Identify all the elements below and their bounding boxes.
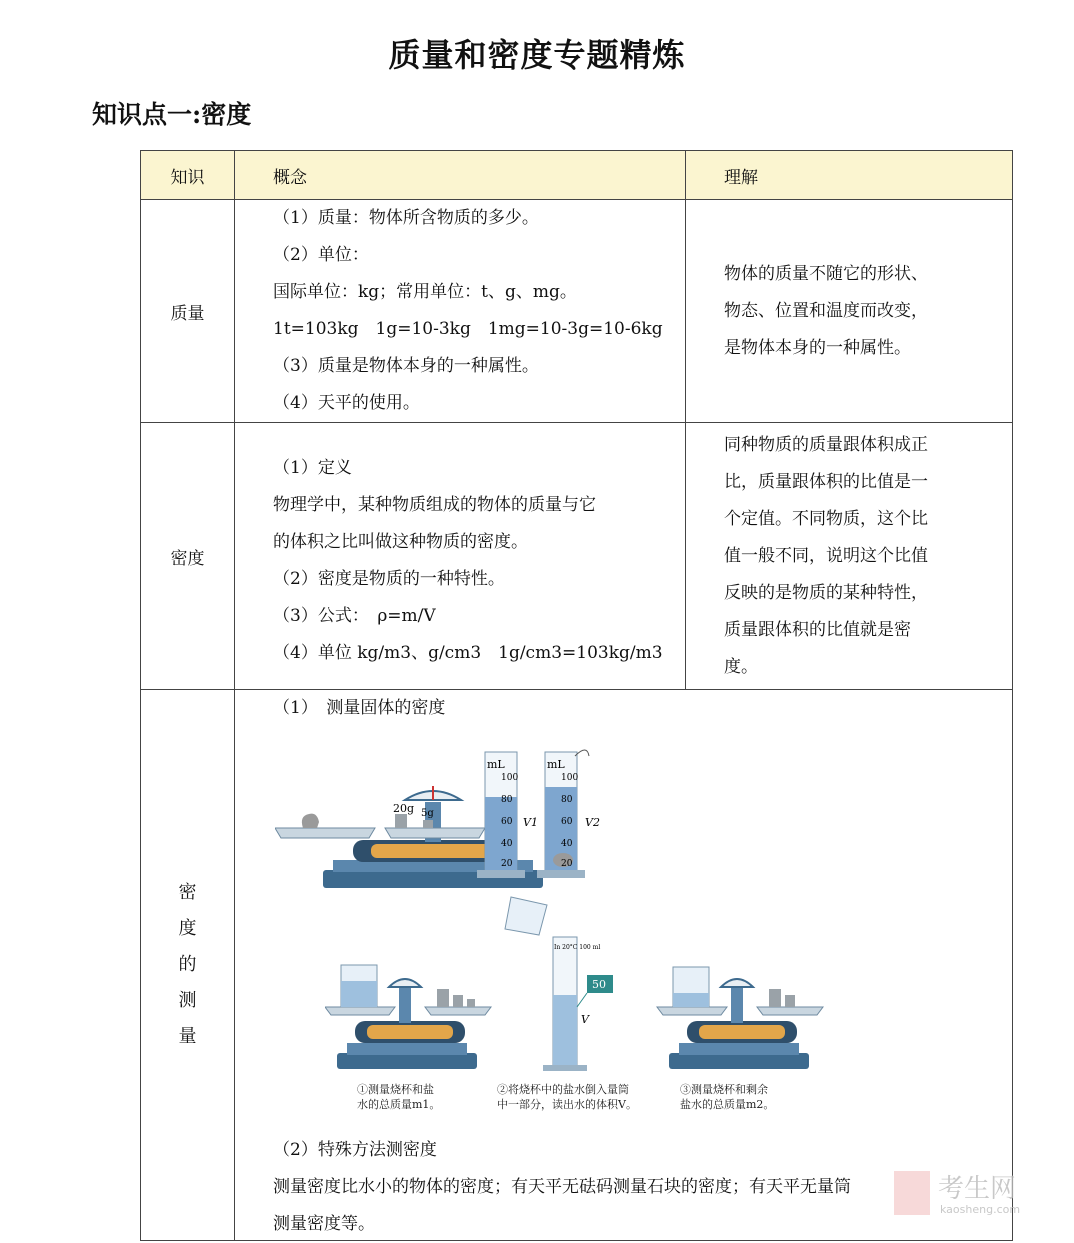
mass-line: （2）单位： xyxy=(273,245,369,265)
cyl1-tick: 100 xyxy=(501,773,519,783)
density-understanding-line: 个定值。不同物质，这个比 xyxy=(724,508,928,529)
density-understanding-line: 同种物质的质量跟体积成正 xyxy=(724,434,928,455)
cyl1-unit: mL xyxy=(487,758,505,771)
measure-label-char: 量 xyxy=(178,1026,197,1047)
row-label-measure xyxy=(141,690,235,1241)
density-understanding-line: 质量跟体积的比值就是密 xyxy=(724,619,911,640)
v1-label: V1 xyxy=(523,816,538,829)
density-line: （1）定义 xyxy=(273,458,352,478)
header-concept: 概念 xyxy=(235,151,686,200)
cyl-spec-label: In 20°C 100 ml xyxy=(554,944,601,951)
mass-understanding-cell xyxy=(686,200,1013,423)
table-row-mass xyxy=(141,200,1013,423)
caption-step1: ①测量烧杯和盐 水的总质量m1。 xyxy=(357,1083,441,1111)
mass-line: （4）天平的使用。 xyxy=(273,393,420,413)
header-knowledge: 知识 xyxy=(141,151,235,200)
mass-concept-cell xyxy=(235,200,686,423)
caption-step2: ②将烧杯中的盐水倒入量筒 中一部分，读出水的体积V。 xyxy=(497,1083,637,1111)
mass-line: 1t=103kg 1g=10-3kg 1mg=10-3g=10-6kg xyxy=(273,319,663,339)
measure-label-char: 密 xyxy=(178,882,197,903)
density-understanding-line: 值一般不同，说明这个比值 xyxy=(724,545,928,566)
density-concept-cell xyxy=(235,423,686,690)
cyl2-tick: 60 xyxy=(561,817,573,827)
page-title: 质量和密度专题精炼 xyxy=(388,36,686,74)
header-understanding: 理解 xyxy=(686,151,1013,200)
cyl2-tick: 20 xyxy=(561,859,573,869)
balance-icon xyxy=(657,967,823,1069)
cyl2-tick: 80 xyxy=(561,795,573,805)
row-label-mass: 质量 xyxy=(141,200,235,423)
cylinder-reading: 50 xyxy=(592,978,606,991)
v-label: V xyxy=(581,1013,589,1026)
table-row-density xyxy=(141,423,1013,690)
mass-line: （1）质量：物体所含物质的多少。 xyxy=(273,208,539,228)
density-line: 的体积之比叫做这种物质的密度。 xyxy=(273,532,528,552)
measure-label-char: 测 xyxy=(178,990,197,1011)
cyl1-tick: 40 xyxy=(501,839,513,849)
density-understanding-line: 反映的是物质的某种特性， xyxy=(724,582,928,603)
svg-text:考生网: 考生网 xyxy=(938,1174,1017,1204)
cyl2-unit: mL xyxy=(547,758,565,771)
v2-label: V2 xyxy=(585,816,600,829)
cyl1-tick: 20 xyxy=(501,859,513,869)
table-row-measure xyxy=(141,690,1013,1241)
cyl2-tick: 100 xyxy=(561,773,579,783)
mass-line: （3）质量是物体本身的一种属性。 xyxy=(273,356,539,376)
solid-density-figure xyxy=(275,742,615,892)
density-understanding-line: 度。 xyxy=(724,656,758,677)
density-line: （4）单位 kg/m3、g/cm3 1g/cm3=103kg/m3 xyxy=(273,643,663,663)
measure-item1: （1） 测量固体的密度 xyxy=(273,698,446,718)
table-header-row xyxy=(141,151,1013,200)
measure-item2: （2）特殊方法测密度 xyxy=(273,1140,437,1160)
density-understanding-cell xyxy=(686,423,1013,690)
caption-step3: ③测量烧杯和剩余 盐水的总质量m2。 xyxy=(680,1083,775,1111)
cyl1-tick: 60 xyxy=(501,817,513,827)
cyl1-tick: 80 xyxy=(501,795,513,805)
density-line: （3）公式： ρ=m/V xyxy=(273,606,436,626)
mass-understanding-line: 是物体本身的一种属性。 xyxy=(724,337,911,358)
weight-label-20g: 20g xyxy=(393,802,415,815)
measure-label-char: 的 xyxy=(178,954,197,975)
knowledge-table xyxy=(140,150,1013,1241)
watermark-logo xyxy=(890,1163,1060,1223)
balance-icon xyxy=(325,965,491,1069)
mass-understanding-line: 物体的质量不随它的形状、 xyxy=(724,263,928,284)
row-label-density: 密度 xyxy=(141,423,235,690)
density-understanding-line: 比，质量跟体积的比值是一 xyxy=(724,471,928,492)
measure-label-char: 度 xyxy=(178,918,197,939)
density-line: 物理学中，某种物质组成的物体的质量与它 xyxy=(273,495,596,515)
mass-line: 国际单位：kg；常用单位：t、g、mg。 xyxy=(273,282,577,302)
mass-understanding-line: 物态、位置和温度而改变， xyxy=(724,300,928,321)
measure-item2-text: 测量密度等。 xyxy=(273,1214,375,1234)
svg-text:kaosheng.com: kaosheng.com xyxy=(940,1203,1021,1216)
weight-label-5g: 5g xyxy=(421,808,434,819)
measure-item2-text: 测量密度比水小的物体的密度；有天平无砝码测量石块的密度；有天平无量筒 xyxy=(273,1177,851,1197)
liquid-density-figure xyxy=(325,895,825,1075)
section-heading: 知识点一:密度 xyxy=(92,100,252,129)
measure-content-cell xyxy=(235,690,1013,1241)
density-line: （2）密度是物质的一种特性。 xyxy=(273,569,505,589)
cyl2-tick: 40 xyxy=(561,839,573,849)
